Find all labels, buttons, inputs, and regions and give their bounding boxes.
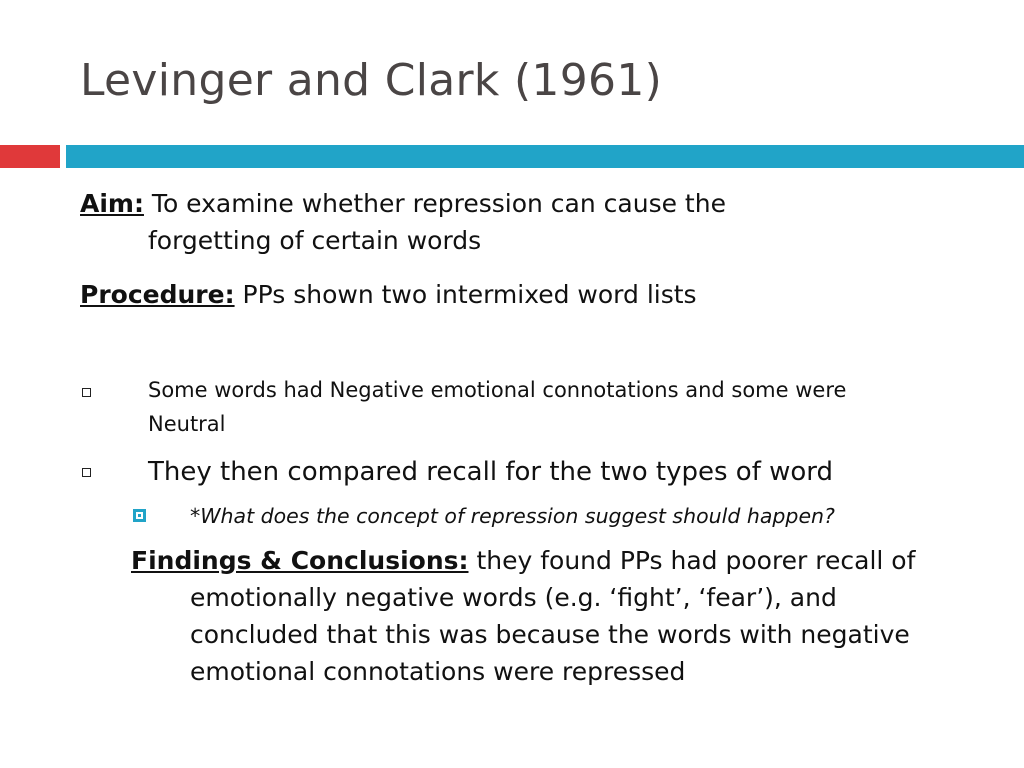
findings-text-line3: concluded that this was because the words with negative <box>190 620 910 649</box>
aim-paragraph <box>80 185 726 259</box>
procedure-label: Procedure: <box>80 280 235 309</box>
hollow-square-icon <box>82 388 91 397</box>
findings-text-line1: they found PPs had poorer recall of <box>468 546 916 575</box>
findings-label: Findings & Conclusions: <box>131 546 469 575</box>
sub-bullet-item: *What does the concept of repression suggest should happen? <box>190 504 835 528</box>
procedure-paragraph <box>80 276 697 313</box>
hollow-square-icon <box>82 468 91 477</box>
accent-bar-red <box>0 145 60 168</box>
aim-text-continued: forgetting of certain words <box>148 226 482 255</box>
slide-title: Levinger and Clark (1961) <box>80 55 663 106</box>
findings-text-line2: emotionally negative words (e.g. ‘fight’, ‘fear’), and <box>190 583 837 612</box>
bullet-item-1-line1: Some words had Negative emotional connotations and some were <box>148 378 847 402</box>
aim-label: Aim: <box>80 189 144 218</box>
findings-paragraph <box>131 542 915 690</box>
findings-text-line4: emotional connotations were repressed <box>190 657 686 686</box>
bullet-item-1 <box>148 373 846 441</box>
aim-text: To examine whether repression can cause the <box>143 189 726 218</box>
bullet-item-1-line2: Neutral <box>148 412 226 436</box>
accent-bar-blue <box>66 145 1024 168</box>
bullet-item-2: They then compared recall for the two types of word <box>148 457 834 487</box>
procedure-text: PPs shown two intermixed word lists <box>234 280 697 309</box>
blue-square-icon <box>133 509 146 522</box>
